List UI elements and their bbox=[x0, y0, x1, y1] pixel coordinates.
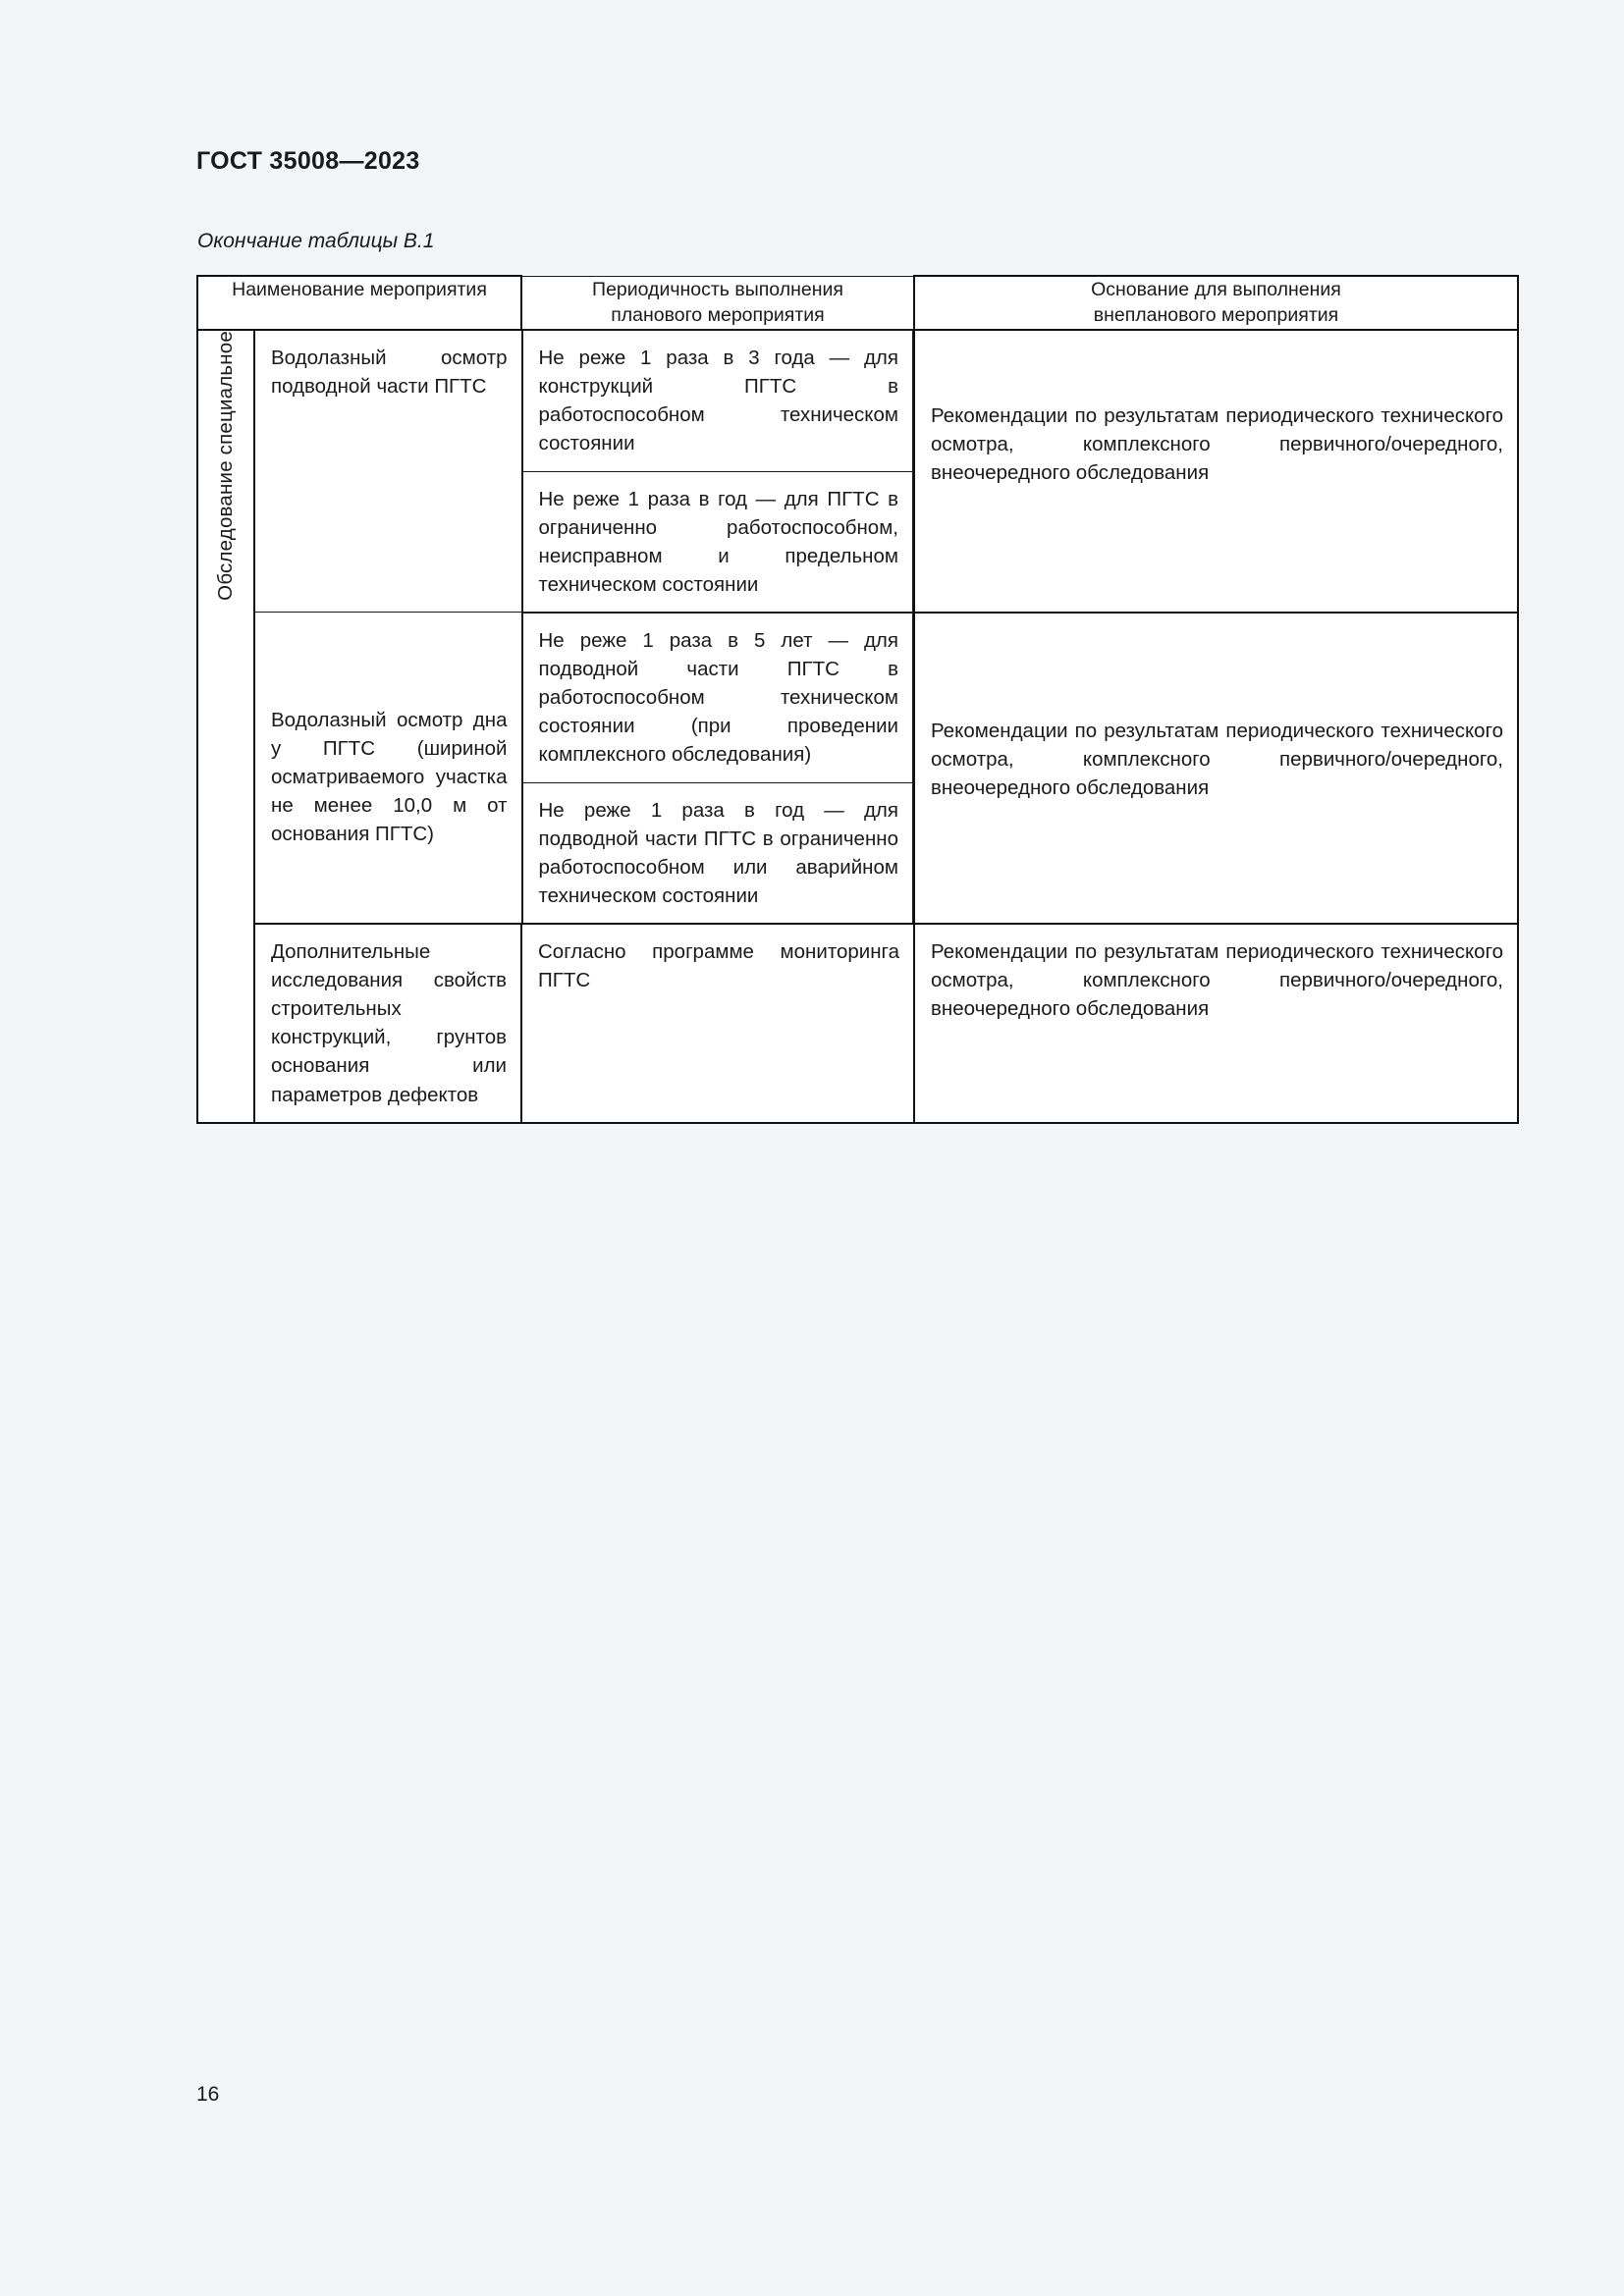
periodicity-cell-1 bbox=[521, 330, 914, 613]
periodicity-sub-cell bbox=[522, 471, 913, 612]
measure-text-2: Водолазный осмотр дна у ПГТС (шириной осматриваемого участка не менее 10,0 м от основания ПГТС) bbox=[271, 709, 508, 846]
periodicity-text-1b: Не реже 1 раза в год — для ПГТС в ограниченно работоспособном, неисправном и предельном техническом состоянии bbox=[538, 487, 898, 596]
table-header-row bbox=[197, 276, 1518, 330]
requirements-table bbox=[196, 275, 1519, 1124]
basis-text-3: Рекомендации по результатам периодического технического осмотра, комплексного первичного/очередного, внеочередного обследования bbox=[931, 939, 1503, 1021]
basis-text-1: Рекомендации по результатам периодического технического осмотра, комплексного первичного/очередного, внеочередного обследования bbox=[931, 403, 1503, 484]
table-row bbox=[197, 613, 1518, 924]
column-header-periodicity bbox=[521, 276, 914, 330]
periodicity-text-3: Согласно программе мониторинга ПГТС bbox=[538, 939, 899, 992]
row-group-label: Обследование специальное bbox=[214, 330, 237, 601]
periodicity-text-2b: Не реже 1 раза в год — для подводной части ПГТС в ограниченно работоспособном или аварийном техническом состоянии bbox=[538, 798, 898, 907]
page-content bbox=[196, 147, 1517, 1124]
periodicity-sub-cell bbox=[522, 614, 913, 783]
document-standard-number: ГОСТ 35008—2023 bbox=[196, 147, 420, 175]
periodicity-text-2a: Не реже 1 раза в 5 лет — для подводной части ПГТС в работоспособном техническом состоянии (при проведении комплексного обследования) bbox=[538, 629, 898, 767]
periodicity-text-1a: Не реже 1 раза в 3 года — для конструкций ПГТС в работоспособном техническом состоянии bbox=[538, 347, 898, 455]
periodicity-sub-cell bbox=[522, 782, 913, 923]
periodicity-subrow bbox=[522, 782, 913, 923]
column-header-basis bbox=[914, 276, 1518, 330]
basis-cell-3 bbox=[914, 924, 1518, 1123]
column-header-basis-line2: внепланового мероприятия bbox=[1093, 304, 1339, 327]
measure-cell-3 bbox=[254, 924, 521, 1123]
table-row bbox=[197, 330, 1518, 613]
table-caption: Окончание таблицы В.1 bbox=[197, 230, 435, 252]
basis-cell-2 bbox=[914, 613, 1518, 924]
periodicity-subrow bbox=[522, 331, 913, 471]
periodicity-cell-2 bbox=[521, 613, 914, 924]
page-number: 16 bbox=[196, 2083, 220, 2106]
column-header-measure bbox=[197, 276, 521, 330]
measure-cell-2 bbox=[254, 613, 521, 924]
column-header-periodicity-line2: планового мероприятия bbox=[611, 303, 825, 326]
measure-text-1: Водолазный осмотр подводной части ПГТС bbox=[271, 346, 508, 398]
measure-text-3: Дополнительные исследования свойств строительных конструкций, грунтов основания или параметров дефектов bbox=[271, 939, 507, 1106]
periodicity-subtable-1 bbox=[522, 330, 914, 612]
column-header-measure-label: Наименование мероприятия bbox=[232, 279, 487, 300]
periodicity-subtable-2 bbox=[522, 613, 914, 923]
periodicity-subrow bbox=[522, 614, 913, 783]
measure-cell-1 bbox=[254, 330, 521, 613]
periodicity-subrow bbox=[522, 471, 913, 612]
basis-text-2: Рекомендации по результатам периодического технического осмотра, комплексного первичного/очередного, внеочередного обследования bbox=[931, 719, 1503, 799]
table-row bbox=[197, 924, 1518, 1123]
column-header-periodicity-line1: Периодичность выполнения bbox=[592, 278, 843, 300]
row-group-label-cell bbox=[197, 330, 254, 1123]
basis-cell-1 bbox=[914, 330, 1518, 613]
column-header-basis-line1: Основание для выполнения bbox=[1091, 279, 1341, 300]
periodicity-sub-cell bbox=[522, 331, 913, 471]
periodicity-cell-3 bbox=[521, 924, 914, 1123]
